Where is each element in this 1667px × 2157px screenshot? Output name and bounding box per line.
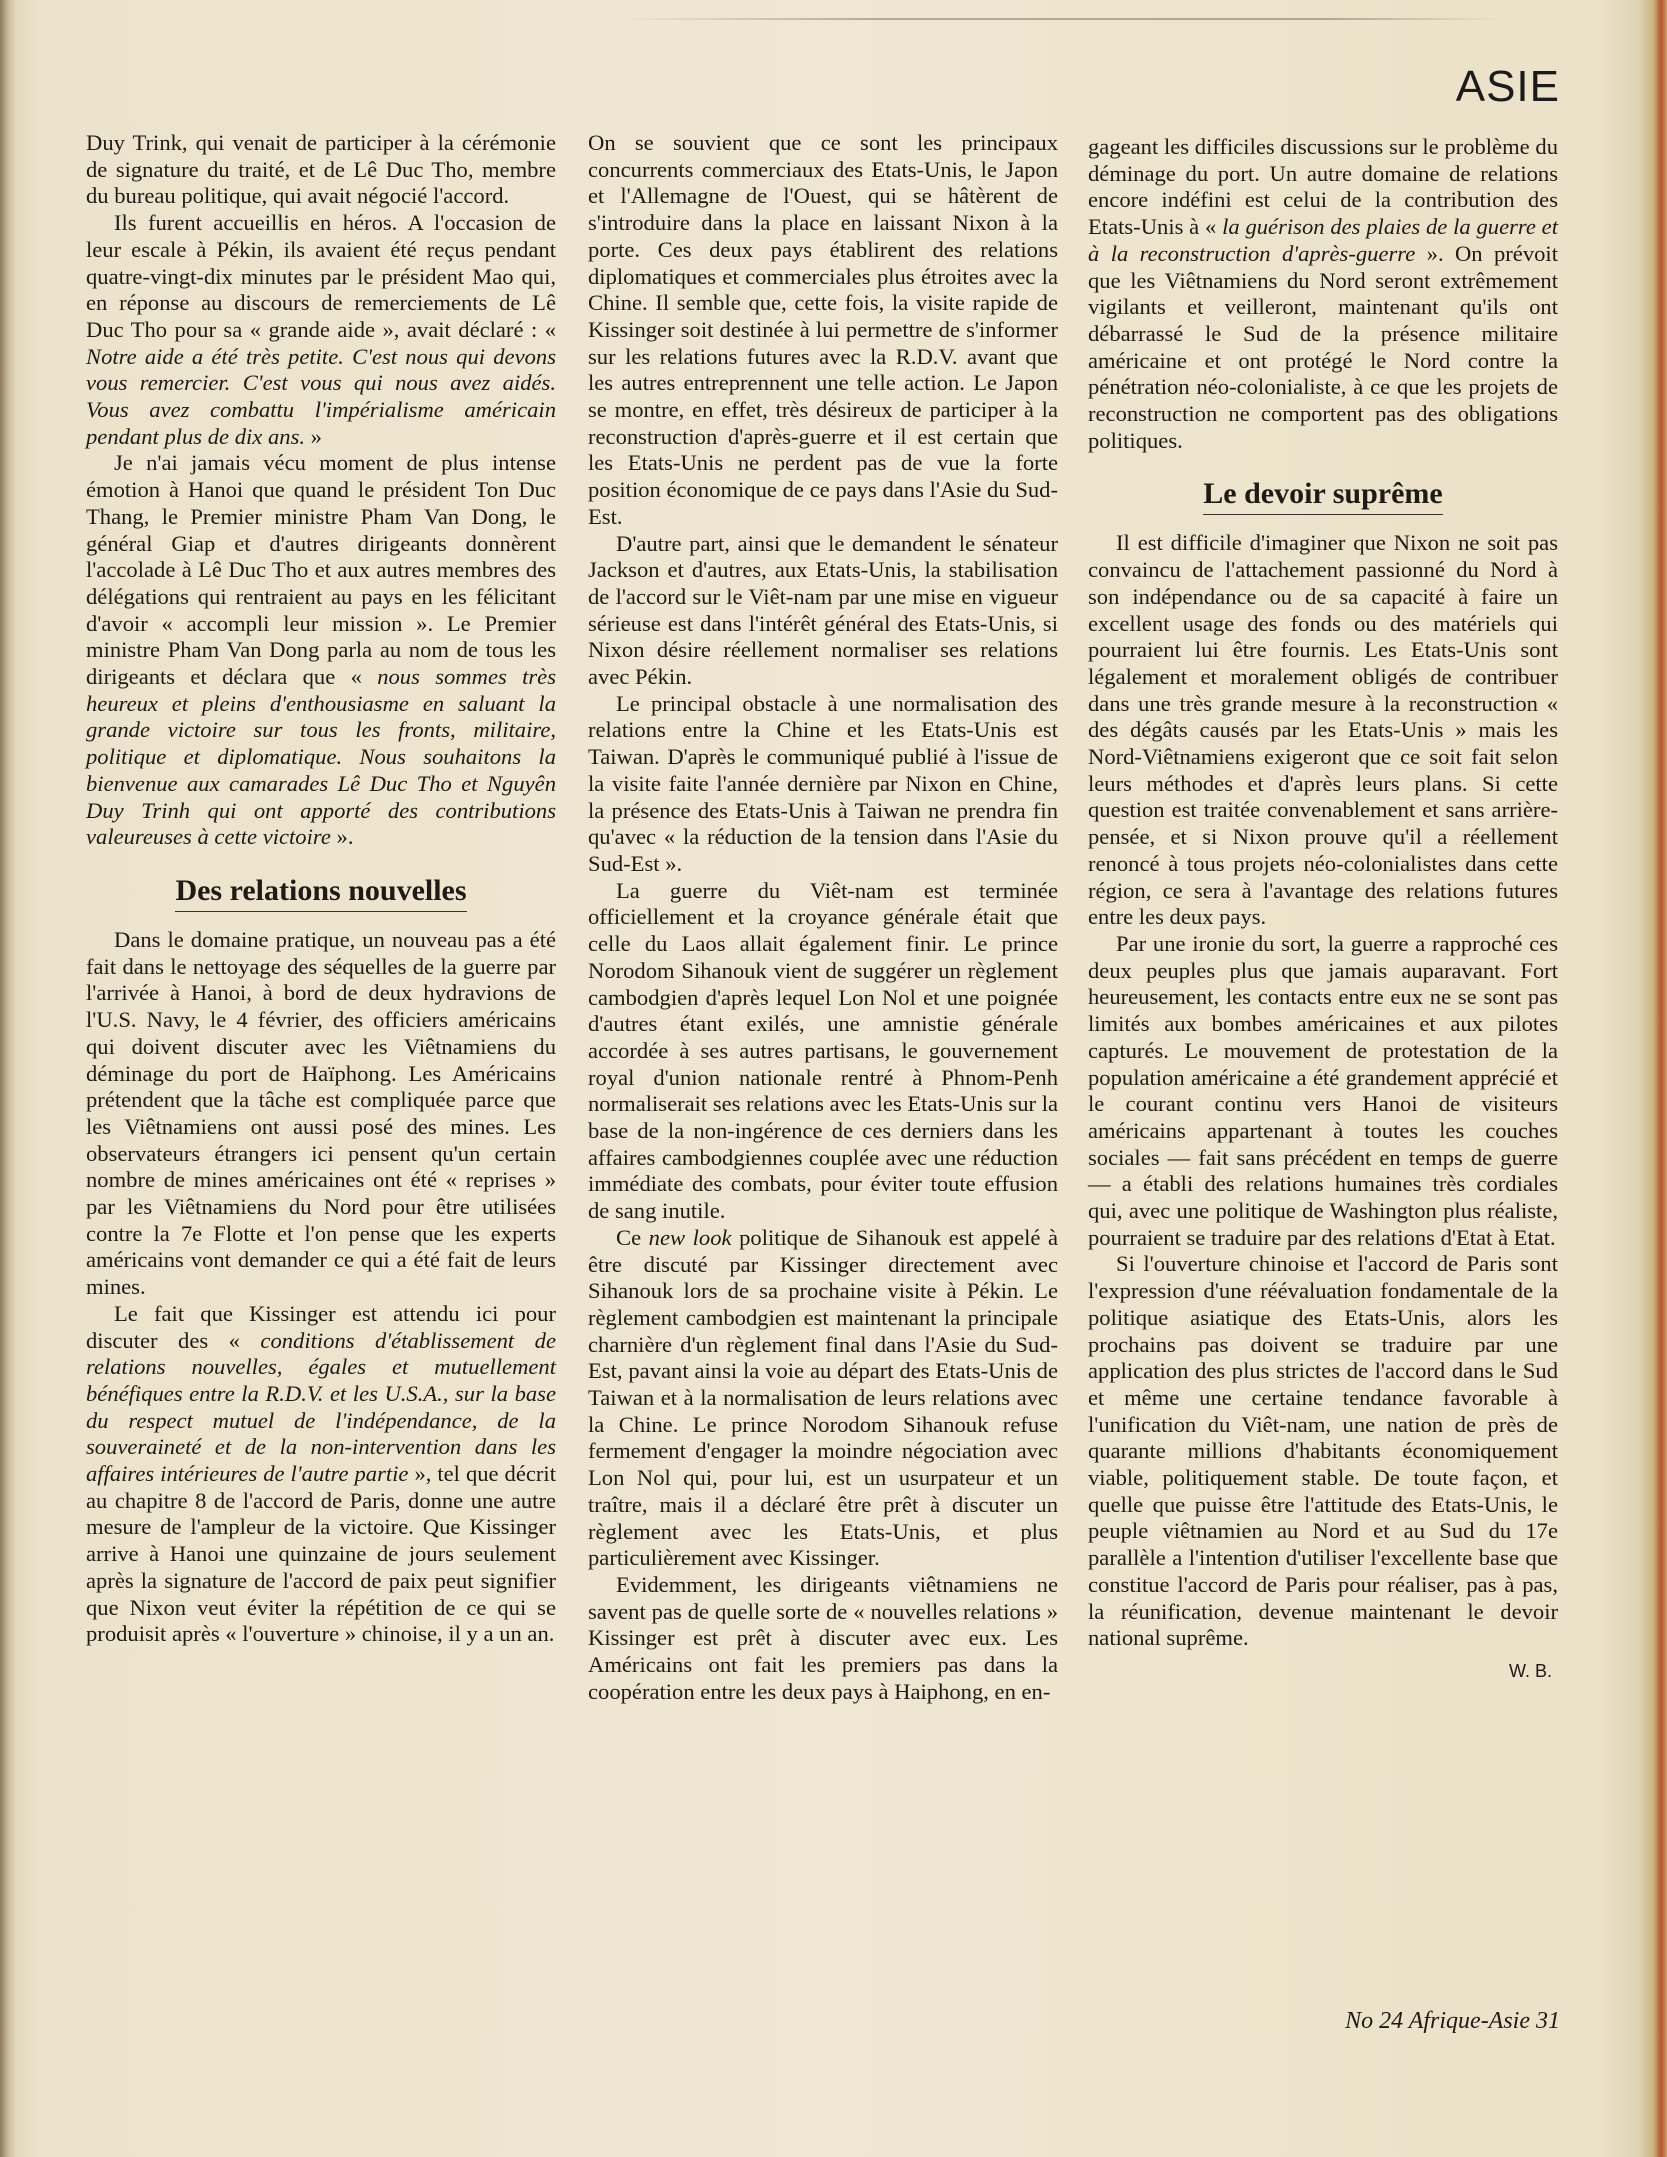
text-run: Je n'ai jamais vécu moment de plus intense émotion à Hanoi que quand le président Ton Duc Thang, le Premier ministre Pham Van Dong, le général Giap et d'autres dirigeants donnèrent l'accolade à Lê Duc Tho et aux autres membres des délégations qui rentraient au pays en les félicitant d'avoir « accompli leur mission ». Le Premier ministre Pham Van Dong parla au nom de tous les dirigeants et déclara que « — [86, 450, 556, 690]
text-run: ». — [330, 824, 354, 850]
paragraph: La guerre du Viêt-nam est terminée officiellement et la croyance générale était que celle du Laos allait également finir. Le prince Norodom Sihanouk vient de suggérer un règlement cambodgien d'après lequel Lon Nol et une poignée d'autres étant exilés, une amnistie générale accordée à ses autres partisans, le gouvernement royal d'union nationale rentré à Phnom-Penh normaliserait ses relations avec les Etats-Unis sur la base de la non-ingérence de ces derniers dans les affaires cambodgiennes couplée avec une réduction immédiate des combats, pour éviter toute effusion de sang inutile. — [588, 877, 1058, 1224]
column-2 — [588, 130, 1058, 1705]
column-3 — [1088, 134, 1558, 1685]
spine-shadow — [0, 0, 16, 2157]
heading-text: Le devoir suprême — [1203, 477, 1442, 515]
text-run: ». On prévoit que les Viêtnamiens du Nord seront extrêmement vigilants et veilleront, maintenant qu'ils ont débarrassé le Sud de la présence militaire américaine et ont protégé le Nord contre la pénétration néo-colonialiste, à ce que les projets de reconstruction ne comportent pas des obligations politiques. — [1088, 240, 1558, 453]
paragraph: Evidemment, les dirigeants viêtnamiens ne savent pas de quelle sorte de « nouvelles relations » Kissinger est prêt à discuter avec eux. Les Américains ont fait les premiers pas dans la coopération entre les deux pays à Haiphong, en en- — [588, 1571, 1058, 1704]
text-run: Ce — [616, 1224, 649, 1250]
quote: la guérison des plaies de la guerre et à la reconstruction d'après-guerre — [1088, 214, 1558, 266]
text-run: » — [305, 423, 322, 449]
paragraph: D'autre part, ainsi que le demandent le sénateur Jackson et d'autres, aux Etats-Unis, la stabilisation de l'accord sur le Viêt-nam par une mise en vigueur sérieuse est dans l'intérêt général des Etats-Unis, si Nixon désire réellement normaliser ses relations avec Pékin. — [588, 530, 1058, 690]
paragraph: Duy Trink, qui venait de participer à la cérémonie de signature du traité, et de Lê Duc Tho, membre du bureau politique, qui avait négocié l'accord. — [86, 130, 556, 209]
text-run: », tel que décrit au chapitre 8 de l'accord de Paris, donne une autre mesure de l'ampleur de la victoire. Que Kissinger arrive à Hanoi une quinzaine de jours seulement après la signature de l'accord de paix peut signifier que Nixon veut éviter la répétition de ce qui se produisit après « l'ouverture » chinoise, il y a un an. — [86, 1461, 556, 1647]
text-run: Le fait que Kissinger est attendu ici pour discuter des « — [86, 1300, 556, 1353]
paragraph: Il est difficile d'imaginer que Nixon ne soit pas convaincu de l'attachement passionné du Nord à son indépendance ou de sa capacité à faire un excellent usage des fonds ou des matériels qui pourraient lui être fournis. Les Etats-Unis sont légalement et moralement obligés de contribuer dans une très grande mesure à la reconstruction « des dégâts causés par les Etats-Unis » mais les Nord-Viêtnamiens exigeront que ce soit fait selon leurs méthodes et d'après leurs plans. Si cette question est traitée convenablement et sans arrière-pensée, et si Nixon prouve qu'il a réellement renoncé à tous projets néo-colonialistes dans cette région, ce sera à l'avantage des relations futures entre les deux pays. — [1088, 530, 1558, 930]
paragraph: Le principal obstacle à une normalisation des relations entre la Chine et les Etats-Unis est Taiwan. D'après le communiqué publié à l'issue de la visite faite l'année dernière par Nixon en Chine, la présence des Etats-Unis à Taiwan ne prendra fin qu'avec « la réduction de la tension dans l'Asie du Sud-Est ». — [588, 690, 1058, 876]
paragraph: On se souvient que ce sont les principaux concurrents commerciaux des Etats-Unis, le Japon et l'Allemagne de l'Ouest, qui se hâtèrent de s'introduire dans la place en laissant Nixon à la porte. Ces deux pays établirent des relations diplomatiques et commerciales plus étroites avec la Chine. Il semble que, cette fois, la visite rapide de Kissinger soit destinée à lui permettre de s'informer sur les relations futures avec la R.D.V. avant que les autres entreprennent une telle action. Le Japon se montre, en effet, très désireux de participer à la reconstruction d'après-guerre et il est certain que les Etats-Unis ne perdent pas de vue la forte position économique de ce pays dans l'Asie du Sud-Est. — [588, 130, 1058, 529]
paragraph: Si l'ouverture chinoise et l'accord de Paris sont l'expression d'une réévaluation fondamentale de la politique asiatique des Etats-Unis, alors les prochains pas doivent se traduire par une application des plus strictes de l'accord dans le Sud et même une certaine tendance favorable à l'unification du Viêt-nam, une nation de près de quarante millions d'habitants économiquement viable, politiquement stable. De toute façon, et quelle que puisse être l'attitude des Etats-Unis, le peuple viêtnamien au Nord et au Sud du 17e parallèle a l'intention d'utiliser l'excellente base que constitue l'accord de Paris pour réaliser, pas à pas, la réunification, devenue maintenant le devoir national suprême. — [1088, 1251, 1558, 1651]
text-run: gageant les difficiles discussions sur le problème du déminage du port. Un autre domaine de relations encore indéfini est celui de la contribution des Etats-Unis à « — [1088, 134, 1558, 240]
quote: Notre aide a été très petite. C'est nous qui devons vous remercier. C'est vous qui nous avez aidés. Vous avez combattu l'impérialisme américain pendant plus de dix ans. — [86, 343, 556, 449]
paragraph — [86, 1301, 556, 1648]
paragraph — [588, 1225, 1058, 1572]
section-heading — [86, 873, 556, 909]
paragraph — [1088, 134, 1558, 454]
paragraph: Par une ironie du sort, la guerre a rapproché ces deux peuples plus que jamais auparavant. Fort heureusement, les contacts entre eux ne se sont pas limités aux bombes américaines et aux pilotes capturés. Le mouvement de protestation de la population américaine a été grandement apprécié et le courant continu vers Hanoi de visiteurs américains appartenant à toutes les couches sociales — fait sans précédent en temps de guerre — a établi des relations humaines très cordiales qui, avec une politique de Washington plus réaliste, pourraient se traduire par des relations d'Etat à Etat. — [1088, 930, 1558, 1250]
page-footer: No 24 Afrique-Asie 31 — [1345, 2008, 1560, 2034]
paragraph — [86, 450, 556, 851]
section-heading — [1088, 476, 1558, 512]
top-rule — [620, 18, 1500, 20]
heading-text: Des relations nouvelles — [175, 874, 466, 912]
text-run: politique de Sihanouk est appelé à être discuté par Kissinger directement avec Sihanouk lors de sa prochaine visite à Pékin. Le règlement cambodgien est maintenant la principale charnière d'un règlement final dans l'Asie du Sud-Est, pavant ainsi la voie au départ des Etats-Unis de Taiwan et à la normalisation de leurs relations avec la Chine. Le prince Norodom Sihanouk refuse fermement d'engager la moindre négociation avec Lon Nol qui, pour lui, est un usurpateur et un traître, mais il a déclaré être prêt à discuter un règlement avec les Etats-Unis, et plus particulièrement avec Kissinger. — [588, 1224, 1058, 1571]
text-run: Ils furent accueillis en héros. A l'occasion de leur escale à Pékin, ils avaient été reçus pendant quatre-vingt-dix minutes par le président Mao qui, en réponse au discours de remerciements de Lê Duc Tho pour sa « grande aide », avait déclaré : « — [86, 210, 556, 342]
quote: nous sommes très heureux et pleins d'enthousiasme en saluant la grande victoire sur tous les fronts, militaire, politique et diplomatique. Nous souhaitons la bienvenue aux camarades Lê Duc Tho et Nguyên Duy Trinh qui ont apporté des contributions valeureuses à cette victoire — [86, 664, 556, 850]
column-1 — [86, 130, 556, 1648]
quote: conditions d'établissement de relations nouvelles, égales et mutuellement bénéfiques entre la R.D.V. et les U.S.A., sur la base du respect mutuel de l'indépendance, de la souveraineté et de la non-intervention dans les affaires intérieures de l'autre partie — [86, 1327, 556, 1487]
section-label: ASIE — [1455, 62, 1560, 111]
author-signature: W. B. — [1508, 1660, 1552, 1681]
page-edge — [1639, 0, 1667, 2157]
paragraph: Dans le domaine pratique, un nouveau pas a été fait dans le nettoyage des séquelles de la guerre par l'arrivée à Hanoi, à bord de deux hydravions de l'U.S. Navy, le 4 février, des officiers américains qui doivent discuter avec les Viêtnamiens du déminage du port de Haïphong. Les Américains prétendent que la tâche est compliquée parce que les Viêtnamiens ont aussi posé des mines. Les observateurs étrangers ici pensent qu'un certain nombre de mines américaines ont été « reprises » par les Viêtnamiens du Nord pour être utilisées contre la 7e Flotte et l'on pense que les experts américains vont demander ce qui a été fait de leurs mines. — [86, 926, 556, 1300]
paragraph — [86, 210, 556, 450]
emphasis: new look — [648, 1224, 732, 1250]
